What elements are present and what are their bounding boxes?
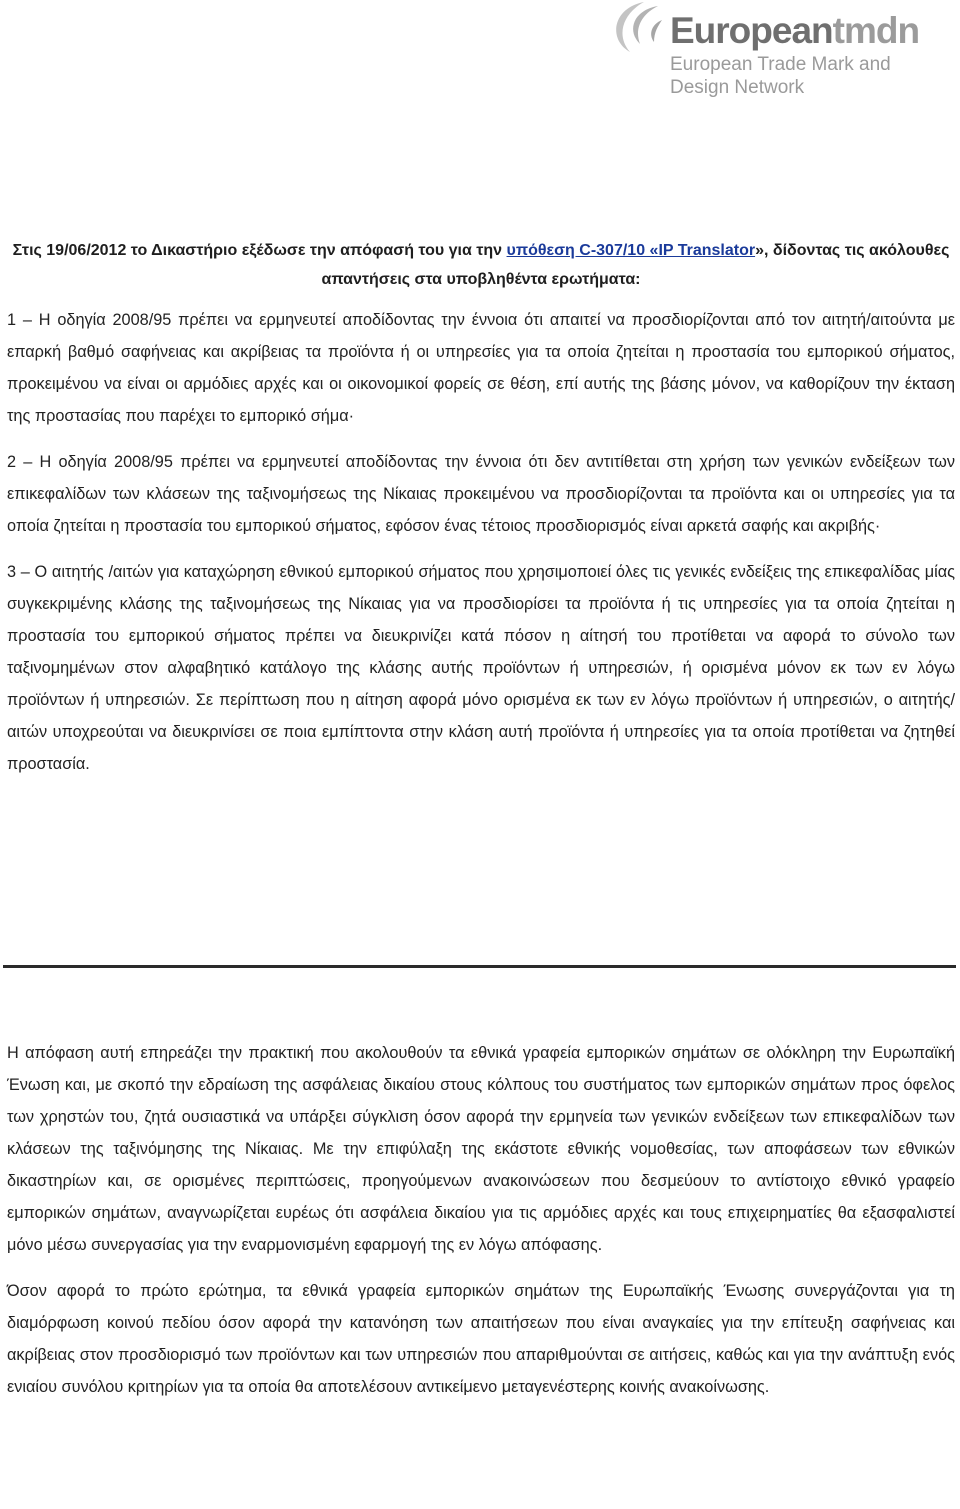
european-tmdn-logo	[600, 0, 960, 110]
section-divider	[3, 965, 956, 968]
intro-text-before: Στις 19/06/2012 το Δικαστήριο εξέδωσε την απόφασή του για την	[12, 242, 507, 259]
logo-tagline-line1: European Trade Mark and	[670, 54, 891, 75]
answer-2: 2 – Η οδηγία 2008/95 πρέπει να ερμηνευτεί αποδίδοντας την έννοια ότι δεν αντιτίθεται στη χρήση των γενικών ενδείξεων των επικεφαλίδων των κλάσεων της ταξινομήσεως της Νίκαιας προκειμένου να προσδιορίζονται τα προϊόντα και οι υπηρεσίες για τα οποία ζητείται η προστασία του εμπορικού σήματος, εφόσον ένας τέτοιος προσδιορισμός είναι αρκετά σαφής και ακριβής·	[7, 453, 955, 535]
intro-text-after: », δίδοντας τις ακόλουθες απαντήσεις στα υποβληθέντα ερωτήματα:	[321, 242, 950, 288]
commentary-section	[7, 1037, 955, 1417]
body-paragraph-1: Η απόφαση αυτή επηρεάζει την πρακτική που ακολουθούν τα εθνικά γραφεία εμπορικών σημάτων σε ολόκληρη την Ευρωπαϊκή Ένωση και, με σκοπό την εδραίωση της ασφάλειας δικαίου στους κόλπους του συστήματος των εμπορικών σημάτων προς όφελος των χρηστών του, ζητά ουσιαστικά να υπάρξει σύγκλιση όσον αφορά την ερμηνεία των γενικών ενδείξεων των επικεφαλίδων των κλάσεων της ταξινόμησης της Νίκαιας. Με την επιφύλαξη της εκάστοτε εθνικής νομοθεσίας, των αποφάσεων των εθνικών δικαστηρίων και, σε ορισμένες περιπτώσεις, προηγούμενων ανακοινώσεων που δεσμεύουν το αντίστοιχο εθνικό γραφείο εμπορικών σημάτων, αναγνωρίζεται ευρέως ότι ασφάλεια δικαίου για τις αρμόδιες αρχές και τους επιχειρηματίες θα εξασφαλιστεί μόνο μέσω συνεργασίας για την εναρμονισμένη εφαρμογή της εν λόγω απόφασης.	[7, 1044, 955, 1254]
body-paragraph-2: Όσον αφορά το πρώτο ερώτημα, τα εθνικά γραφεία εμπορικών σημάτων της Ευρωπαϊκής Ένωσης συνεργάζονται για τη διαμόρφωση κοινού πεδίου όσον αφορά την κατανόηση των απαιτήσεων που είναι αναγκαίες για την επίτευξη σαφήνειας και ακρίβειας στον προσδιορισμό των προϊόντων και των υπηρεσιών που απαριθμούνται σε αιτήσεις, καθώς και για την ανάπτυξη ενός ενιαίου συνόλου κριτηρίων για τα οποία θα αποτελέσουν αντικείμενο μεταγενέστερης κοινής ανακοίνωσης.	[7, 1282, 955, 1396]
case-link[interactable]: υπόθεση C-307/10 «IP Translator	[506, 242, 756, 259]
intro-paragraph	[7, 236, 955, 294]
judgment-summary	[7, 236, 955, 794]
logo-swoosh-icon	[600, 0, 680, 70]
answer-1: 1 – Η οδηγία 2008/95 πρέπει να ερμηνευτεί αποδίδοντας την έννοια ότι απαιτεί να προσδιορίζονται από τον αιτητή/αιτούντα με επαρκή βαθμό σαφήνειας και ακρίβειας τα προϊόντα ή οι υπηρεσίες για τα οποία ζητείται η προστασία του εμπορικού σήματος, προκειμένου να είναι οι αρμόδιες αρχές και οι οικονομικοί φορείς σε θέση, επί αυτής της βάσης μόνον, να καθορίζουν την έκταση της προστασίας που παρέχει το εμπορικό σήμα·	[7, 311, 955, 425]
logo-word-european: European	[670, 10, 833, 51]
answer-3: 3 – Ο αιτητής /αιτών για καταχώρηση εθνικού εμπορικού σήματος που χρησιμοποιεί όλες τις γενικές ενδείξεις της επικεφαλίδας μίας συγκεκριμένης κλάσης της ταξινομήσεως της Νίκαιας για να προσδιορίσει τα προϊόντα ή τις υπηρεσίες για τα οποία ζητείται η προστασία του εμπορικού σήματος πρέπει να διευκρινίζει κατά πόσον η αίτησή του προτίθεται να αφορά το σύνολο των ταξινομημένων στον αλφαβητικό κατάλογο της κλάσης αυτής προϊόντων ή υπηρεσιών, ή ορισμένα μόνον εκ των εν λόγω προϊόντων ή υπηρεσιών. Σε περίπτωση που η αίτηση αφορά μόνο ορισμένα εκ των εν λόγω προϊόντων ή υπηρεσιών, ο αιτητής/αιτών υποχρεούται να διευκρινίσει σε ποια εμπίπτοντα στην κλάση αυτή προϊόντα ή υπηρεσίες για τα οποία προτίθεται να ζητηθεί προστασία.	[7, 563, 955, 773]
logo-wordmark	[670, 10, 919, 52]
logo-word-tmdn: tmdn	[832, 10, 920, 51]
logo-tagline	[670, 53, 891, 99]
logo-tagline-line2: Design Network	[670, 77, 805, 98]
